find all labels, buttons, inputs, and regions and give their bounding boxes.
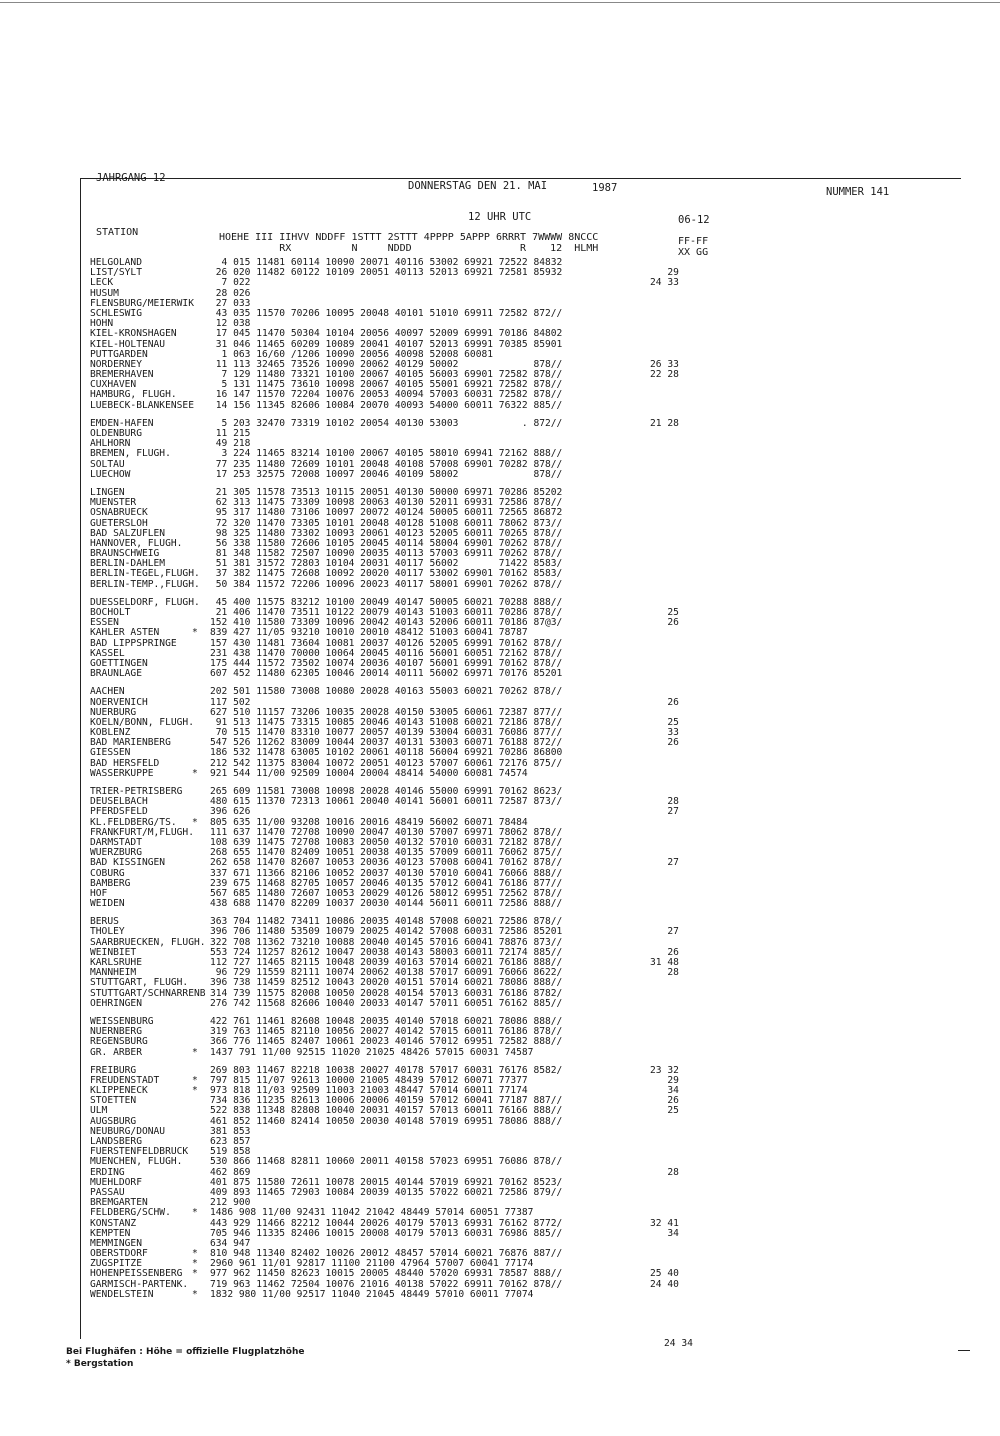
station-name: BERUS — [90, 916, 119, 928]
synop-code-values: 91 513 11475 73315 10085 20046 40143 51008 60021 72186 878// — [210, 716, 563, 728]
synop-code-values: 231 438 11470 70000 10064 20045 40116 56001 60051 72162 878// — [210, 647, 563, 659]
wind-gust-values: 25 — [650, 1105, 679, 1117]
year-label: 1987 — [592, 182, 618, 194]
station-name: ESSEN — [90, 617, 119, 629]
station-name: MUEHLDORF — [90, 1176, 142, 1188]
wind-column-header-2: XX GG — [678, 247, 709, 258]
mountain-station-marker: * — [192, 1258, 198, 1270]
mountain-station-marker: * — [192, 816, 198, 828]
synop-code-values: 117 502 — [210, 696, 251, 708]
station-name: BAD MARIENBERG — [90, 737, 171, 749]
station-name: WUERZBURG — [90, 847, 142, 859]
station-name: NOERVENICH — [90, 696, 148, 708]
synop-code-values: 422 761 11461 82608 10048 20035 40140 57018 60021 78086 888// — [210, 1015, 563, 1027]
synop-code-values: 461 852 11460 82414 10050 20030 40148 57019 69951 78086 888// — [210, 1115, 563, 1127]
synop-code-values: 17 045 11470 50304 10104 20056 40097 52009 69991 70186 84802 — [210, 328, 563, 340]
wind-gust-values: 25 40 — [650, 1268, 679, 1280]
synop-code-values: 26 020 11482 60122 10109 20051 40113 52013 69921 72581 85932 — [210, 267, 563, 279]
station-name: MUENSTER — [90, 497, 137, 509]
station-row — [90, 580, 960, 590]
synop-code-values: 3 224 11465 83214 10100 20067 40105 58010 69941 72162 888// — [210, 448, 563, 460]
station-name: DARMSTADT — [90, 836, 142, 848]
synop-code-values: 839 427 11/05 93210 10010 20010 48412 51003 60041 78787 — [210, 627, 528, 639]
station-row — [90, 401, 960, 411]
station-name: SOLTAU — [90, 458, 125, 470]
synop-code-values: 322 708 11362 73210 10088 20040 40145 57016 60041 78876 873// — [210, 936, 563, 948]
station-name: MUENCHEN, FLUGH. — [90, 1156, 183, 1168]
station-name: FRANKFURT/M,FLUGH. — [90, 826, 194, 838]
station-row — [90, 899, 960, 909]
synop-code-values: 72 320 11470 73305 10101 20048 40128 51008 60011 78062 873// — [210, 517, 563, 529]
station-name: HANNOVER, FLUGH. — [90, 537, 183, 549]
station-name: BAD KISSINGEN — [90, 857, 166, 869]
synop-code-values: 438 688 11470 82209 10037 20030 40144 56011 60011 72586 888// — [210, 898, 563, 910]
station-name: ULM — [90, 1105, 108, 1117]
wind-gust-values: 24 33 — [650, 277, 679, 289]
synop-code-values: 401 875 11580 72611 10078 20015 40144 57019 69921 70162 8523/ — [210, 1176, 563, 1188]
station-name: BRAUNSCHWEIG — [90, 548, 160, 560]
station-row — [90, 470, 960, 480]
synop-code-values: 396 706 11480 53509 10079 20025 40142 57008 60031 72586 85201 — [210, 926, 563, 938]
wind-gust-values: 28 — [650, 967, 679, 979]
period-label: 06-12 — [678, 214, 710, 226]
margin-mark — [958, 1350, 970, 1351]
station-name: NUERBURG — [90, 706, 137, 718]
station-row — [90, 669, 960, 679]
wind-gust-values: 27 — [650, 926, 679, 938]
station-row — [90, 1048, 960, 1058]
station-name: MEMMINGEN — [90, 1237, 142, 1249]
wind-gust-values: 29 — [650, 1074, 679, 1086]
code-column-header-2: RX N NDDD R 12 HLMH — [219, 243, 599, 254]
station-name: WASSERKUPPE — [90, 767, 154, 779]
station-name: FELDBERG/SCHW. — [90, 1207, 171, 1219]
synop-code-values: 265 609 11581 73008 10098 20028 40146 55000 69991 70162 8623/ — [210, 786, 563, 797]
station-row — [90, 329, 960, 339]
station-name: FREUDENSTADT — [90, 1074, 160, 1086]
mountain-station-marker: * — [192, 1085, 198, 1097]
station-name: KIEL-HOLTENAU — [90, 338, 166, 350]
station-name: BAMBERG — [90, 877, 131, 889]
synop-code-values: 96 729 11559 82111 10074 20062 40138 57017 60091 76066 8622/ — [210, 967, 563, 979]
wind-gust-values: 26 — [650, 617, 679, 629]
synop-code-values: 363 704 11482 73411 10086 20035 40148 57008 60021 72586 878// — [210, 916, 563, 928]
wind-gust-values: 27 — [650, 806, 679, 818]
station-name: ERDING — [90, 1166, 125, 1178]
synop-code-values: 108 639 11475 72708 10083 20050 40132 57010 60031 72182 878// — [210, 836, 563, 848]
synop-code-values: 152 410 11580 73309 10096 20042 40143 52006 60011 70186 87@3/ — [210, 617, 563, 629]
footnote-mountain-station: * Bergstation — [66, 1359, 134, 1369]
synop-code-values: 16 147 11570 72204 10076 20053 40094 57003 60031 72582 878// — [210, 389, 563, 401]
station-name: EMDEN-HAFEN — [90, 417, 154, 429]
wind-gust-values: 24 40 — [650, 1278, 679, 1290]
station-name: OLDENBURG — [90, 428, 142, 439]
station-name: GARMISCH-PARTENK. — [90, 1278, 189, 1290]
synop-code-values: 797 815 11/07 92613 10000 21005 48439 57012 60071 77377 — [210, 1074, 528, 1086]
station-name: OEHRINGEN — [90, 997, 142, 1009]
station-name: WEISSENBURG — [90, 1015, 154, 1027]
station-name: BAD LIPPSPRINGE — [90, 637, 177, 649]
station-row — [90, 1208, 960, 1218]
station-name: GIESSEN — [90, 747, 131, 759]
station-name: FUERSTENFELDBRUCK — [90, 1146, 189, 1158]
station-name: OBERSTDORF — [90, 1248, 148, 1260]
synop-code-values: 5 203 32470 73319 10102 20054 40130 53003 . 872// — [210, 417, 563, 429]
synop-code-values: 381 853 — [210, 1125, 251, 1137]
wind-gust-values: 28 — [650, 1166, 679, 1178]
station-name: LUECHOW — [90, 468, 131, 480]
station-name: KASSEL — [90, 647, 125, 659]
station-name: BOCHOLT — [90, 607, 131, 618]
synop-code-values: 17 253 32575 72008 10097 20046 40109 58002 878// — [210, 468, 563, 480]
station-name: GUETERSLOH — [90, 517, 148, 529]
wind-gust-values: 26 — [650, 696, 679, 708]
wind-gust-values: 29 — [650, 267, 679, 279]
synop-code-values: 337 671 11366 82106 10052 20037 40130 57010 60041 76066 888// — [210, 867, 563, 879]
station-name: AHLHORN — [90, 438, 131, 450]
wind-gust-values: 28 — [650, 796, 679, 808]
station-row — [90, 858, 960, 868]
synop-code-values: 734 836 11235 82613 10006 20006 40159 57012 60041 77187 887// — [210, 1095, 563, 1107]
wind-gust-values: 31 48 — [650, 957, 679, 968]
station-name: HAMBURG, FLUGH. — [90, 389, 177, 401]
synop-code-values: 268 655 11470 82409 10051 20038 40135 57009 60011 76062 875// — [210, 847, 563, 859]
synop-code-values: 5 131 11475 73610 10098 20067 40105 55001 69921 72582 878// — [210, 379, 563, 391]
station-name: NEUBURG/DONAU — [90, 1125, 166, 1137]
station-name: KOBLENZ — [90, 727, 131, 739]
synop-code-values: 443 929 11466 82212 10044 20026 40179 57013 69931 76162 8772/ — [210, 1217, 563, 1229]
synop-code-values: 1 063 16/60 /1206 10090 20056 40098 52008 60081 — [210, 348, 494, 360]
station-name: FREIBURG — [90, 1064, 137, 1076]
station-name: WEINBIET — [90, 946, 137, 958]
station-row — [90, 687, 960, 697]
station-name: BERLIN-DAHLEM — [90, 558, 166, 570]
station-name: LECK — [90, 277, 114, 289]
synop-code-values: 49 218 — [210, 438, 251, 450]
station-name: OSNABRUECK — [90, 507, 148, 519]
synop-code-values: 62 313 11475 73309 10098 20063 40130 52011 69931 72586 878// — [210, 497, 563, 509]
mountain-station-marker: * — [192, 627, 198, 639]
synop-code-values: 480 615 11370 72313 10061 20040 40141 56001 60011 72587 873// — [210, 796, 563, 808]
wind-gust-values: 26 — [650, 737, 679, 749]
station-name: HUSUM — [90, 287, 119, 299]
synop-code-values: 2960 961 11/01 92817 11100 21100 47964 57007 60041 77174 — [210, 1258, 534, 1270]
synop-code-values: 11 215 — [210, 428, 251, 439]
synop-code-values: 51 381 31572 72803 10104 20031 40117 56002 71422 8583/ — [210, 558, 563, 570]
synop-code-values: 4 015 11481 60114 10090 20071 40116 53002 69921 72522 84832 — [210, 257, 563, 268]
synop-code-values: 366 776 11465 82407 10061 20023 40146 57012 69951 72582 888// — [210, 1036, 563, 1048]
synop-code-values: 95 317 11480 73106 10097 20072 40124 50005 60011 72565 86872 — [210, 507, 563, 519]
synop-code-values: 623 857 — [210, 1136, 251, 1147]
station-table-body — [90, 258, 960, 1300]
station-name: HOF — [90, 887, 108, 899]
synop-code-values: 314 739 11575 82008 10050 20028 40154 57013 60031 76186 8782/ — [210, 987, 563, 999]
wind-gust-values: 22 28 — [650, 369, 679, 381]
wind-gust-values: 34 — [650, 1227, 679, 1239]
station-name: LINGEN — [90, 486, 125, 498]
synop-code-values: 21 406 11470 73511 10122 20079 40143 51003 60011 70286 878// — [210, 607, 563, 618]
synop-code-values: 1437 791 11/00 92515 11020 21025 48426 57015 60031 74587 — [210, 1046, 534, 1058]
synop-code-values: 319 763 11465 82110 10056 20027 40142 57015 60011 76186 878// — [210, 1026, 563, 1038]
station-name: NORDERNEY — [90, 358, 142, 370]
footnote-airport-height: Bei Flughäfen : Höhe = offizielle Flugplatzhöhe — [66, 1347, 305, 1357]
synop-code-values: 805 635 11/00 93208 10016 20016 48419 56002 60071 78484 — [210, 816, 528, 828]
station-name: KARLSRUHE — [90, 957, 142, 968]
synop-code-values: 627 510 11157 73206 10035 20028 40150 53005 60061 72387 877// — [210, 706, 563, 718]
synop-code-values: 810 948 11340 82402 10026 20012 48457 57014 60021 76876 887// — [210, 1248, 563, 1260]
station-name: WEIDEN — [90, 898, 125, 910]
wind-gust-values: 21 28 — [650, 417, 679, 429]
station-name: KEMPTEN — [90, 1227, 131, 1239]
station-name: LANDSBERG — [90, 1136, 142, 1147]
synop-code-values: 553 724 11257 82612 10047 20038 40143 58003 60011 72174 885// — [210, 946, 563, 958]
station-name: LIST/SYLT — [90, 267, 142, 279]
synop-code-values: 530 866 11468 82811 10060 20011 40158 57023 69951 76086 878// — [210, 1156, 563, 1168]
station-name: BAD HERSFELD — [90, 757, 160, 769]
station-name: DEUSELBACH — [90, 796, 148, 808]
station-row — [90, 508, 960, 518]
synop-code-values: 921 544 11/00 92509 10004 20004 48414 54000 60081 74574 — [210, 767, 528, 779]
synop-code-values: 547 526 11262 83009 10044 20037 40131 53003 60071 76188 872// — [210, 737, 563, 749]
mountain-station-marker: * — [192, 1046, 198, 1058]
synop-code-values: 81 348 11582 72507 10090 20035 40113 57003 69911 70262 878// — [210, 548, 563, 560]
station-name: BAD SALZUFLEN — [90, 527, 166, 539]
synop-code-values: 111 637 11470 72708 10090 20047 40130 57007 69971 78062 878// — [210, 826, 563, 838]
synop-code-values: 175 444 11572 73502 10074 20036 40107 56001 69991 70162 878// — [210, 657, 563, 669]
synop-code-values: 262 658 11470 82607 10053 20036 40123 57008 60041 70162 878// — [210, 857, 563, 869]
synop-code-values: 28 026 — [210, 287, 251, 299]
station-name: STUTTGART/SCHNARRENB — [90, 987, 206, 999]
synop-code-values: 43 035 11570 70206 10095 20048 40101 51010 69911 72582 872// — [210, 307, 563, 319]
synop-code-values: 21 305 11578 73513 10115 20051 40130 50000 69971 70286 85202 — [210, 486, 563, 498]
date-label: DONNERSTAG DEN 21. MAI — [408, 180, 548, 192]
station-name: COBURG — [90, 867, 125, 879]
synop-code-values: 705 946 11335 82406 10015 20008 40179 57013 60031 76986 885// — [210, 1227, 563, 1239]
mountain-station-marker: * — [192, 1248, 198, 1260]
station-name: BREMERHAVEN — [90, 369, 154, 381]
synop-code-values: 1486 908 11/00 92431 11042 21042 48449 57014 60051 77387 — [210, 1207, 534, 1219]
synop-code-values: 607 452 11480 62305 10046 20014 40111 56002 69971 70176 85201 — [210, 668, 563, 680]
station-name: BERLIN-TEMP.,FLUGH. — [90, 578, 200, 590]
synop-code-values: 239 675 11468 82705 10057 20046 40135 57012 60041 76186 877// — [210, 877, 563, 889]
mountain-station-marker: * — [192, 767, 198, 779]
mountain-station-marker: * — [192, 1268, 198, 1280]
synop-code-values: 27 033 — [210, 297, 251, 309]
synop-code-values: 719 963 11462 72504 10076 21016 40138 57022 69911 70162 878// — [210, 1278, 563, 1290]
wind-gust-values: 23 32 — [650, 1064, 679, 1076]
station-column-header: STATION — [96, 227, 139, 238]
wind-gust-values: 27 — [650, 857, 679, 869]
station-name: AACHEN — [90, 686, 125, 698]
station-name: KONSTANZ — [90, 1217, 137, 1229]
station-name: BERLIN-TEGEL,FLUGH. — [90, 568, 200, 580]
station-name: ZUGSPITZE — [90, 1258, 142, 1270]
synop-code-values: 45 400 11575 83212 10100 20049 40147 50005 60021 70288 888// — [210, 596, 563, 608]
station-name: KIEL-KRONSHAGEN — [90, 328, 177, 340]
station-name: HOHENPEISSENBERG — [90, 1268, 183, 1280]
synop-code-values: 462 869 — [210, 1166, 251, 1178]
synop-code-values: 7 129 11480 73321 10100 20067 40105 56003 69901 72582 878// — [210, 369, 563, 381]
station-name: BREMEN, FLUGH. — [90, 448, 171, 460]
mountain-station-marker: * — [192, 1288, 198, 1300]
synop-code-values: 186 532 11478 63005 10102 20061 40118 56004 69921 70286 86800 — [210, 747, 563, 759]
synop-code-values: 522 838 11348 82808 10040 20031 40157 57013 60011 76166 888// — [210, 1105, 563, 1117]
utc-time-label: 12 UHR UTC — [468, 211, 532, 223]
station-name: BRAUNLAGE — [90, 668, 142, 680]
jahrgang-label: JAHRGANG 12 — [96, 172, 166, 184]
station-name: KLIPPENECK — [90, 1085, 148, 1097]
synop-code-values: 56 338 11580 72606 10105 20045 40114 58004 69901 70262 878// — [210, 537, 563, 549]
station-row — [90, 1290, 960, 1300]
wind-column-header-1: FF-FF — [678, 236, 709, 247]
synop-code-values: 634 947 — [210, 1237, 251, 1249]
code-column-header-1: HOEHE III IIHVV NDDFF 1STTT 2STTT 4PPPP 5APPP 6RRRT 7WWWW 8NCCC — [219, 232, 599, 243]
wind-gust-values: 26 33 — [650, 358, 679, 370]
mountain-station-marker: * — [192, 1074, 198, 1086]
station-name: PASSAU — [90, 1186, 125, 1198]
top-edge-line — [0, 2, 1000, 3]
synop-code-values: 7 022 — [210, 277, 251, 289]
station-name: GOETTINGEN — [90, 657, 148, 669]
synop-code-values: 157 430 11481 73604 10081 20037 40126 52005 69991 70162 878// — [210, 637, 563, 649]
station-name: FLENSBURG/MEIERWIK — [90, 297, 194, 309]
station-name: TRIER-PETRISBERG — [90, 786, 183, 797]
station-row — [90, 999, 960, 1009]
synop-code-values: 1832 980 11/00 92517 11040 21045 48449 57010 60011 77074 — [210, 1288, 534, 1300]
synop-code-values: 567 685 11480 72607 10053 20029 40126 58012 69951 72562 878// — [210, 887, 563, 899]
synop-code-values: 977 962 11450 82623 10015 20005 48440 57020 69931 78587 888// — [210, 1268, 563, 1280]
synop-code-values: 50 384 11572 72206 10096 20023 40117 58001 69901 70262 878// — [210, 578, 563, 590]
synop-code-values: 396 738 11459 82512 10043 20020 40151 57014 60021 78086 888// — [210, 977, 563, 989]
station-name: THOLEY — [90, 926, 125, 938]
station-name: KOELN/BONN, FLUGH. — [90, 716, 194, 728]
synop-code-values: 11 113 32465 73526 10090 20062 40129 50002 878// — [210, 358, 563, 370]
station-name: PFERDSFELD — [90, 806, 148, 818]
synop-code-values: 14 156 11345 82606 10084 20070 40093 54000 60011 76322 885// — [210, 399, 563, 411]
station-row — [90, 1037, 960, 1047]
synop-code-values: 212 542 11375 83004 10072 20051 40123 57007 60061 72176 875// — [210, 757, 563, 769]
station-name: HELGOLAND — [90, 257, 142, 268]
station-name: PUTTGARDEN — [90, 348, 148, 360]
synop-code-values: 202 501 11580 73008 10080 20028 40163 55003 60021 70262 878// — [210, 686, 563, 698]
station-name: MANNHEIM — [90, 967, 137, 979]
wind-gust-values: 33 — [650, 727, 679, 739]
synop-code-values: 519 858 — [210, 1146, 251, 1158]
station-name: GR. ARBER — [90, 1046, 142, 1058]
station-name: KL.FELDBERG/TS. — [90, 816, 177, 828]
station-row — [90, 769, 960, 779]
station-name: KAHLER ASTEN — [90, 627, 160, 639]
wind-gust-values: 25 — [650, 716, 679, 728]
station-name: SAARBRUECKEN, FLUGH. — [90, 936, 206, 948]
issue-number: NUMMER 141 — [826, 186, 890, 198]
synop-code-values: 269 803 11467 82218 10038 20027 40178 57017 60031 76176 8582/ — [210, 1064, 563, 1076]
synop-code-values: 212 900 — [210, 1197, 251, 1209]
station-name: DUESSELDORF, FLUGH. — [90, 596, 200, 608]
wind-gust-values: 34 — [650, 1085, 679, 1097]
station-name: CUXHAVEN — [90, 379, 137, 391]
wind-gust-values: 26 — [650, 946, 679, 958]
wind-gust-values: 32 41 — [650, 1217, 679, 1229]
station-name: SCHLESWIG — [90, 307, 142, 319]
station-name: WENDELSTEIN — [90, 1288, 154, 1300]
wind-gust-values: 25 — [650, 607, 679, 618]
station-name: NUERNBERG — [90, 1026, 142, 1038]
synop-code-values: 31 046 11465 60209 10089 20041 40107 52013 69991 70385 85901 — [210, 338, 563, 350]
synop-code-values: 396 626 — [210, 806, 251, 818]
wind-gust-values: 26 — [650, 1095, 679, 1107]
station-name: LUEBECK-BLANKENSEE — [90, 399, 194, 411]
synop-code-values: 409 893 11465 72903 10084 20039 40135 57022 60021 72586 879// — [210, 1186, 563, 1198]
synop-code-values: 973 818 11/03 92509 11003 21003 48447 57014 60011 77174 — [210, 1085, 528, 1097]
trailing-wind-value: 24 34 — [664, 1338, 693, 1349]
station-name: AUGSBURG — [90, 1115, 137, 1127]
synop-code-values: 37 382 11475 72608 10092 20020 40117 53002 69901 70162 8583/ — [210, 568, 563, 580]
station-name: STOETTEN — [90, 1095, 137, 1107]
synop-code-values: 276 742 11568 82606 10040 20033 40147 57011 60051 76162 885// — [210, 997, 563, 1009]
synop-code-values: 12 038 — [210, 318, 251, 330]
mountain-station-marker: * — [192, 1207, 198, 1219]
synop-code-values: 70 515 11470 83310 10077 20057 40139 53004 60031 76086 877// — [210, 727, 563, 739]
station-name: HOHN — [90, 318, 114, 330]
station-name: STUTTGART, FLUGH. — [90, 977, 189, 989]
synop-code-values: 112 727 11465 82115 10048 20039 40163 57014 60021 76186 888// — [210, 957, 563, 968]
station-name: BREMGARTEN — [90, 1197, 148, 1209]
synop-code-values: 77 235 11480 72609 10101 20048 40108 57008 69901 70282 878// — [210, 458, 563, 470]
synop-code-values: 98 325 11480 73302 10093 20061 40123 52005 60011 70265 878// — [210, 527, 563, 539]
station-name: REGENSBURG — [90, 1036, 148, 1048]
